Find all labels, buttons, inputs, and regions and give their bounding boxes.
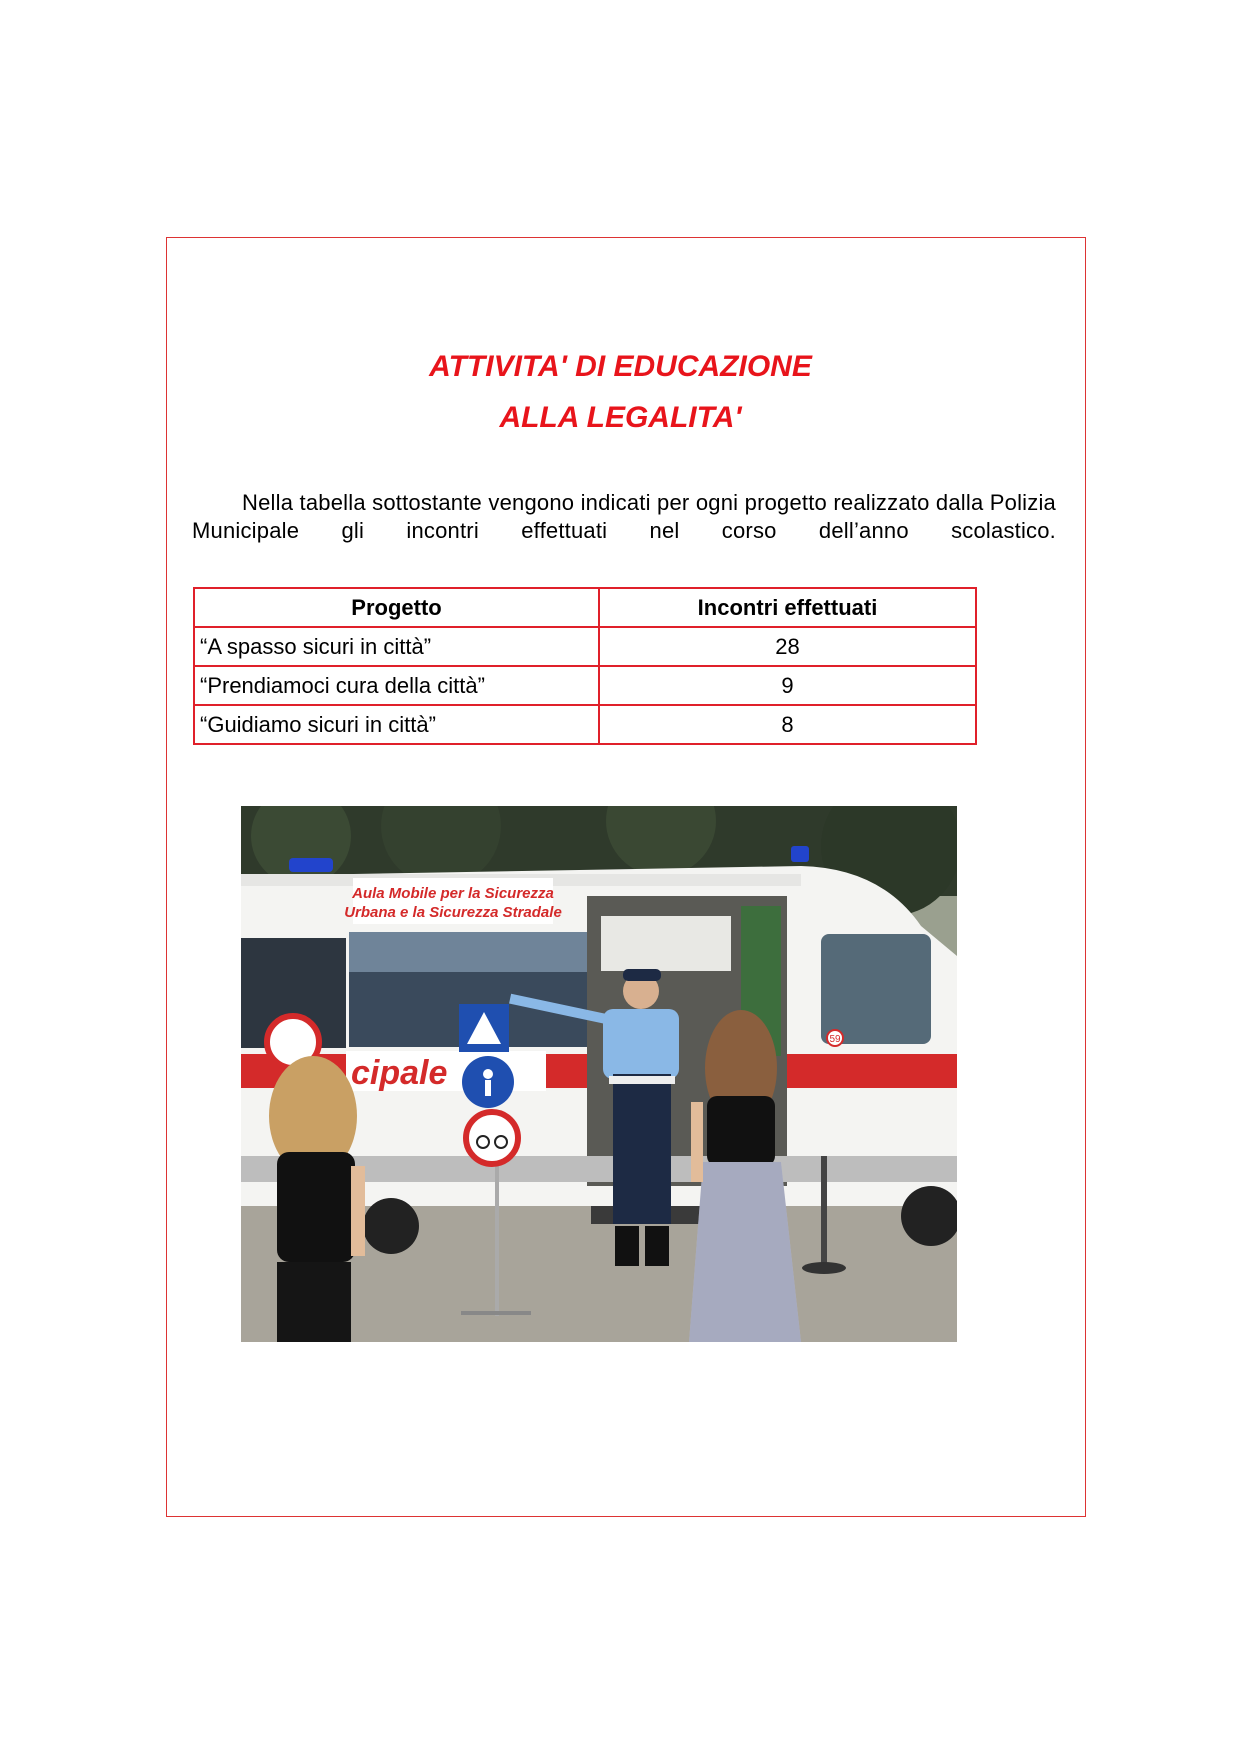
project-name: “Prendiamoci cura della città” bbox=[194, 666, 599, 705]
van-side-text: cipale bbox=[351, 1054, 448, 1092]
van-number: 59 bbox=[829, 1034, 841, 1045]
page-title-line2: ALLA LEGALITA' bbox=[499, 401, 742, 434]
meetings-count: 9 bbox=[599, 666, 976, 705]
intro-text: Nella tabella sottostante vengono indicati per ogni progetto realizzato dalla Polizia Municipale gli incontri effettuati nel corso dell’anno scolastico. bbox=[192, 490, 1056, 543]
van-sign-line1: Aula Mobile per la Sicurezza bbox=[352, 885, 554, 902]
mobile-classroom-photo bbox=[241, 806, 957, 1342]
table-row bbox=[194, 627, 976, 666]
meetings-count: 8 bbox=[599, 705, 976, 744]
project-name: “A spasso sicuri in città” bbox=[194, 627, 599, 666]
header-meetings: Incontri effettuati bbox=[599, 588, 976, 627]
projects-table bbox=[193, 587, 977, 745]
page-title-line1: ATTIVITA' DI EDUCAZIONE bbox=[429, 350, 812, 383]
meetings-count: 28 bbox=[599, 627, 976, 666]
van-sign-line2: Urbana e la Sicurezza Stradale bbox=[344, 904, 562, 921]
intro-paragraph bbox=[192, 489, 1056, 545]
table-row bbox=[194, 705, 976, 744]
table-header-row bbox=[194, 588, 976, 627]
header-project: Progetto bbox=[194, 588, 599, 627]
table-row bbox=[194, 666, 976, 705]
project-name: “Guidiamo sicuri in città” bbox=[194, 705, 599, 744]
